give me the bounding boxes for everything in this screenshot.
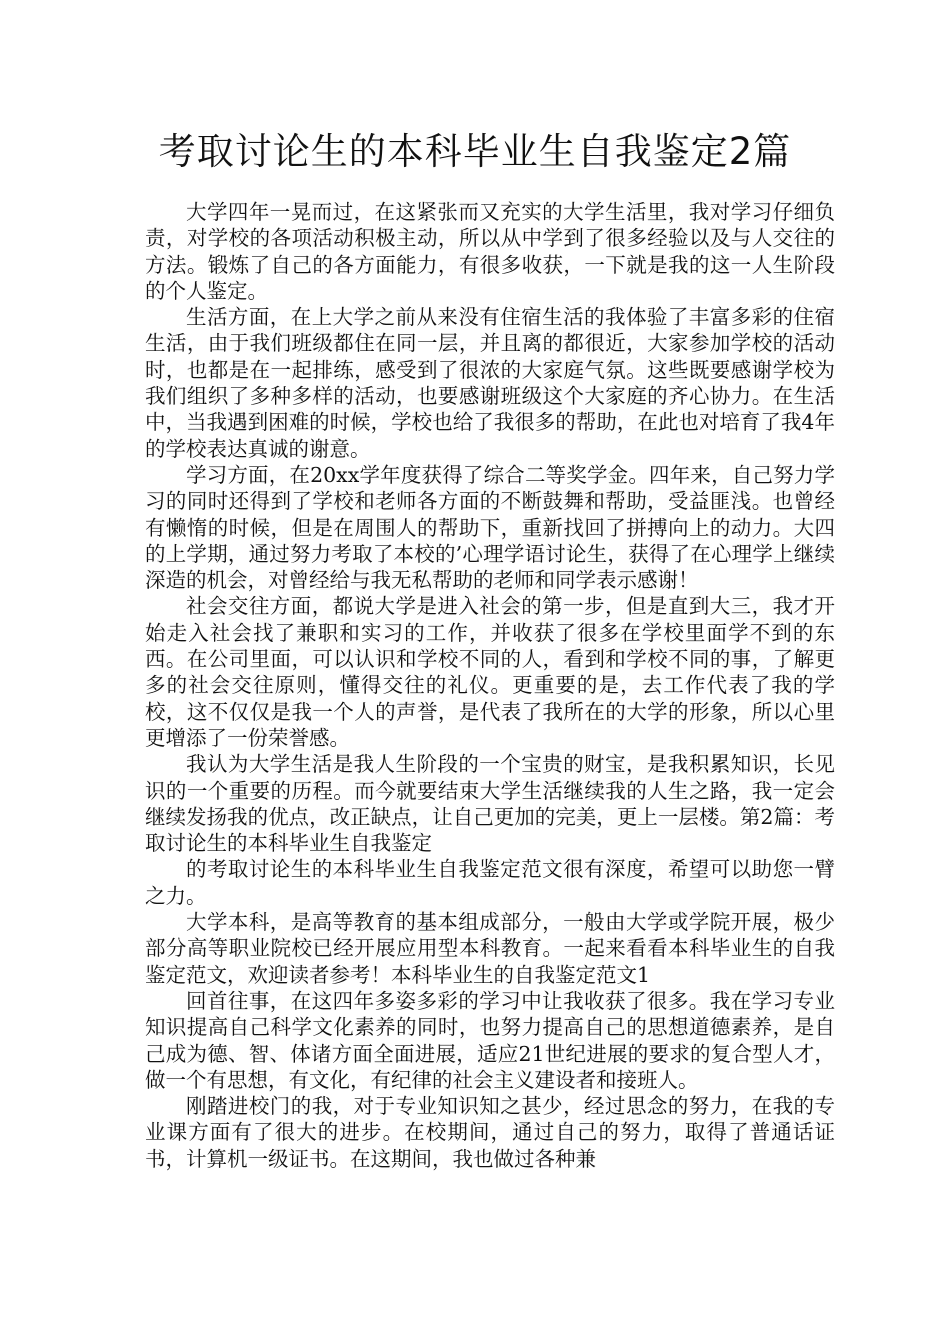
document-body	[145, 199, 835, 1172]
paragraph-2: 生活方面，在上大学之前从来没有住宿生活的我体验了丰富多彩的住宿生活，由于我们班级都住在同一层，并且离的都很近，大家参加学校的活动时，也都是在一起排练，感受到了很浓的大家庭气氛。这些既要感谢学校为我们组织了多种多样的活动，也要感谢班级这个大家庭的齐心协力。在生活中，当我遇到困难的时候，学校也给了我很多的帮助，在此也对培育了我4年的学校表达真诚的谢意。	[145, 305, 835, 461]
paragraph-9: 刚踏进校门的我，对于专业知识知之甚少，经过思念的努力，在我的专业课方面有了很大的进步。在校期间，通过自己的努力，取得了普通话证书，计算机一级证书。在这期间，我也做过各种兼	[145, 1094, 835, 1171]
paragraph-3: 学习方面，在20xx学年度获得了综合二等奖学金。四年来，自己努力学习的同时还得到了学校和老师各方面的不断鼓舞和帮助，受益匪浅。也曾经有懒惰的时候，但是在周围人的帮助下，重新找回了拼搏向上的动力。大四的上学期，通过努力考取了本校的’心理学语讨论生，获得了在心理学上继续深造的机会，对曾经给与我无私帮助的老师和同学表示感谢！	[145, 462, 835, 593]
paragraph-4: 社会交往方面，都说大学是进入社会的第一步，但是直到大三，我才开始走入社会找了兼职和实习的工作，并收获了很多在学校里面学不到的东西。在公司里面，可以认识和学校不同的人，看到和学校不同的事，了解更多的社会交往原则，懂得交往的礼仪。更重要的是，去工作代表了我的学校，这不仅仅是我一个人的声誉，是代表了我所在的大学的形象，所以心里更增添了一份荣誉感。	[145, 594, 835, 750]
paragraph-1: 大学四年一晃而过，在这紧张而又充实的大学生活里，我对学习仔细负责，对学校的各项活动积极主动，所以从中学到了很多经验以及与人交往的方法。锻炼了自己的各方面能力，有很多收获，一下就是我的这一人生阶段的个人鉴定。	[145, 200, 835, 303]
paragraph-6: 的考取讨论生的本科毕业生自我鉴定范文很有深度，希望可以助您一臂之力。	[145, 857, 835, 908]
paragraph-8: 回首往事，在这四年多姿多彩的学习中让我收获了很多。我在学习专业知识提高自己科学文化素养的同时，也努力提高自己的思想道德素养，是自己成为德、智、体诸方面全面进展，适应21世纪进展的要求的复合型人才，做一个有思想，有文化，有纪律的社会主义建设者和接班人。	[145, 988, 835, 1092]
document-title: 考取讨论生的本科毕业生自我鉴定2篇	[158, 130, 792, 173]
paragraph-5: 我认为大学生活是我人生阶段的一个宝贵的财宝，是我积累知识，长见识的一个重要的历程。而今就要结束大学生活继续我的人生之路，我一定会继续发扬我的优点，改正缺点，让自己更加的完美，更上一层楼。第2篇：考取讨论生的本科毕业生自我鉴定	[145, 752, 835, 856]
paragraph-7: 大学本科，是高等教育的基本组成部分，一般由大学或学院开展，极少部分高等职业院校已经开展应用型本科教育。一起来看看本科毕业生的自我鉴定范文，欢迎读者参考！本科毕业生的自我鉴定范文1	[145, 910, 835, 987]
